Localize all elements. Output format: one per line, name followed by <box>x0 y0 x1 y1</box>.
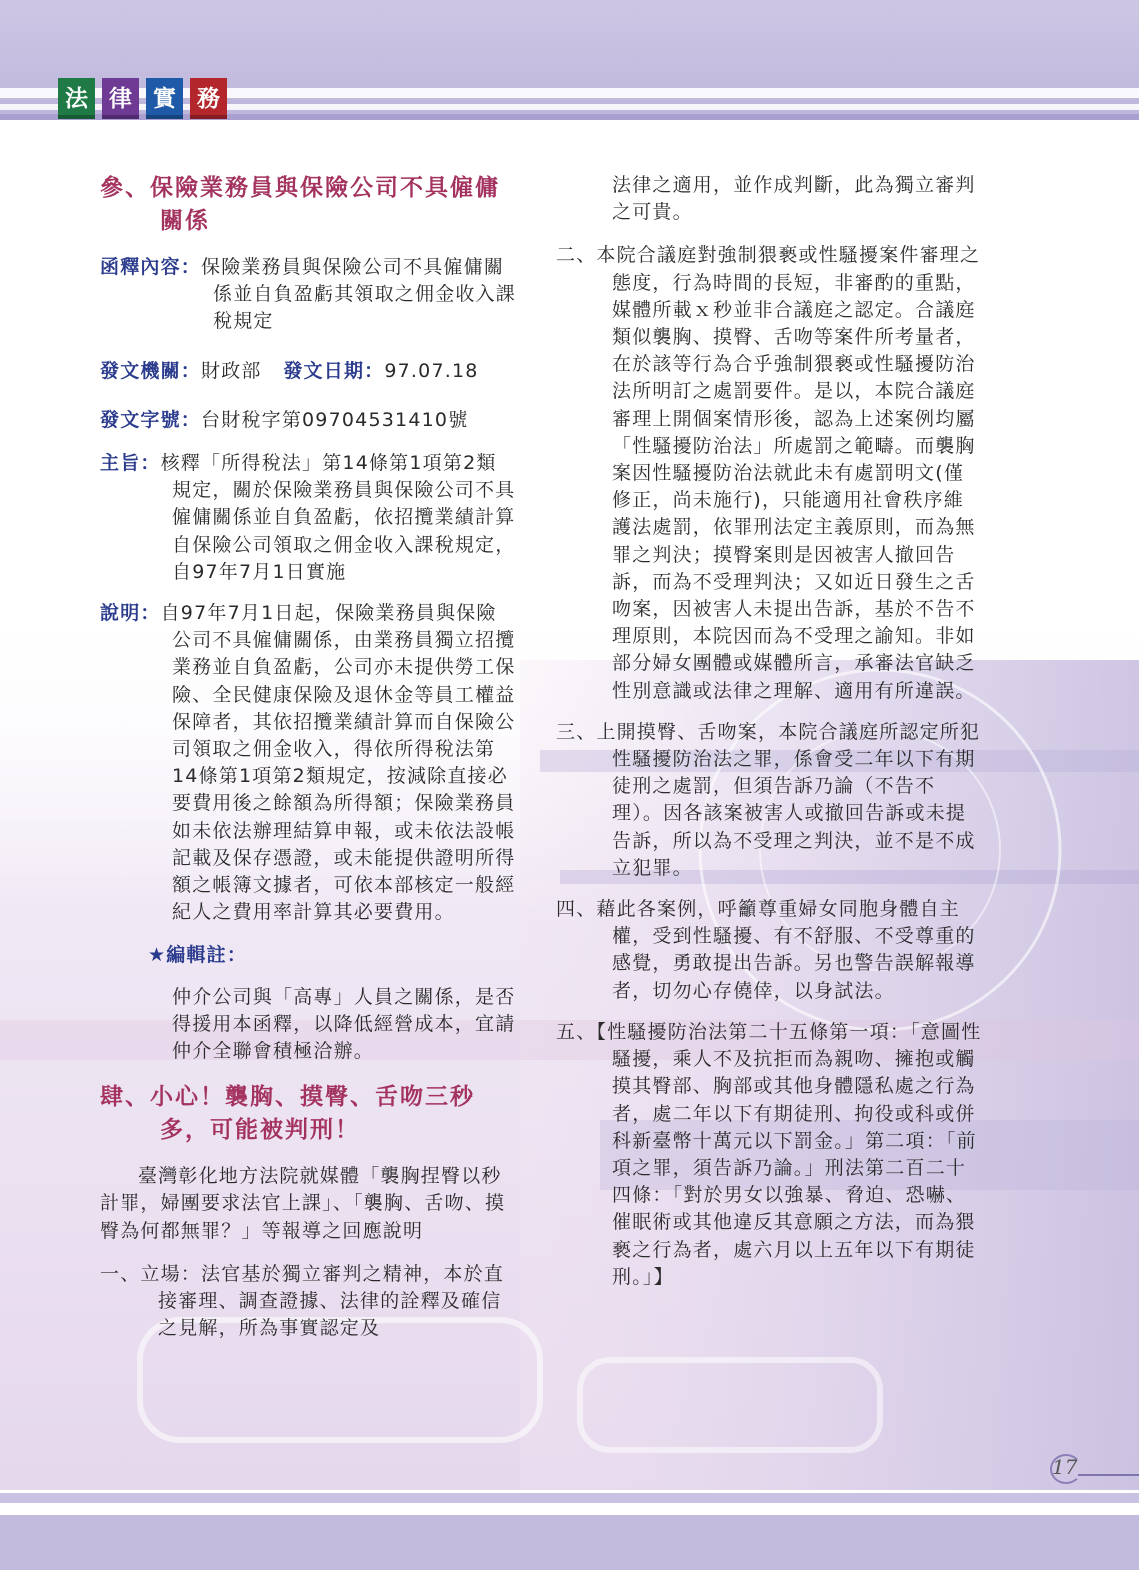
issuing-info <box>100 358 516 385</box>
ruling-content <box>100 254 516 336</box>
item-1-text: 法官基於獨立審判之精神，本於直接審理、調查證據、法律的詮釋及確信之見解，所為事實認定及 <box>158 1262 505 1340</box>
title-chip: 律 <box>102 78 139 119</box>
docno-label: 發文字號： <box>100 408 202 431</box>
footer-stripe <box>0 1493 1139 1503</box>
subject-label: 主旨： <box>100 452 161 475</box>
explain-label: 說明： <box>100 602 161 625</box>
item-3: 三、上開摸臀、舌吻案，本院合議庭所認定所犯性騷擾防治法之罪，係會受二年以下有期徒刑之處罰，但須告訴乃論（不告不理）。因各該案被害人或撤回告訴或未提告訴，所以為不受理之判決，並不是不成立犯罪。 <box>556 720 981 879</box>
item-4: 四、藉此各案例，呼籲尊重婦女同胞身體自主權，受到性騷擾、有不舒服、不受尊重的感覺，勇敢提出告訴。另也警告誤解報導者，切勿心存僥倖，以身試法。 <box>556 898 976 1002</box>
left-column <box>100 172 516 1343</box>
section-4-intro: 臺灣彰化地方法院就媒體「襲胸捏臀以秒計罪，婦團要求法官上課」、「襲胸、舌吻、摸臀為何都無罪？」等報導之回應說明 <box>100 1165 506 1242</box>
title-chip: 實 <box>146 78 183 119</box>
date-value: 97.07.18 <box>384 359 479 382</box>
ruling-label: 函釋內容： <box>100 256 202 278</box>
explanation <box>100 600 516 926</box>
title-chip: 法 <box>58 78 95 119</box>
footer-band <box>0 1515 1139 1570</box>
docno-value: 台財稅字第09704531410號 <box>201 408 469 431</box>
document-number <box>100 407 516 434</box>
page-number: 17 <box>1052 1455 1078 1479</box>
subject <box>100 450 516 586</box>
agency-label: 發文機關： <box>100 359 202 382</box>
page-number-rule <box>1078 1474 1139 1476</box>
editor-note-label: ★編輯註： <box>148 944 248 967</box>
section-3-title: 參、保險業務員與保險公司不具僱傭關係 <box>100 175 500 234</box>
ruling-text: 保險業務員與保險公司不具僱傭關係並自負盈虧其領取之佣金收入課稅規定 <box>201 256 517 333</box>
agency-value: 財政部 <box>201 359 262 382</box>
right-column <box>556 172 984 1291</box>
section-4-title: 肆、小心！襲胸、摸臀、舌吻三秒多，可能被判刑！ <box>100 1084 475 1144</box>
title-chip: 務 <box>190 78 227 119</box>
editor-note-text: 仲介公司與「高專」人員之關係，是否得援用本函釋，以降低經營成本，宜請仲介全聯會積極洽辦。 <box>172 985 516 1063</box>
item-1 <box>100 1261 516 1343</box>
item-1-head: 一、立場： <box>100 1262 202 1285</box>
item-2: 二、本院合議庭對強制猥褻或性騷擾案件審理之態度，行為時間的長短，非審酌的重點，媒體所載ｘ秒並非合議庭之認定。合議庭類似襲胸、摸臀、舌吻等案件所考量者，在於該等行為合乎強制猥褻或性騷擾防治法所明訂之處罰要件。是以，本院合議庭審理上開個案情形後，認為上述案例均屬「性騷擾防治法」所處罰之範疇。而襲胸案因性騷擾防治法就此未有處罰明文(僅修正，尚未施行)，只能適用社會秩序維護法處罰，依罪刑法定主義原則，而為無罪之判決；摸臀案則是因被害人撤回告訴，而為不受理判決；又如近日發生之舌吻案，因被害人未提出告訴，基於不告不理原則，本院因而為不受理之諭知。非如部分婦女團體或媒體所言，承審法官缺乏性別意識或法律之理解、適用有所違誤。 <box>556 244 981 702</box>
item-1-continued: 法律之適用，並作成判斷，此為獨立審判之可貴。 <box>612 174 976 224</box>
date-label: 發文日期： <box>283 359 385 382</box>
subject-text: 核釋「所得稅法」第14條第1項第2類規定，關於保險業務員與保險公司不具僱傭關係並自負盈虧，依招攬業績計算自保險公司領取之佣金收入課稅規定，自97年7月1日實施 <box>160 452 516 583</box>
explain-text: 自97年7月1日起，保險業務員與保險公司不具僱傭關係，由業務員獨立招攬業務並自負盈虧，公司亦未提供勞工保險、全民健康保險及退休金等員工權益保障者，其依招攬業績計算而自保險公司領取之佣金收入，得依所得稅法第14條第1項第2類規定，按減除直接必要費用後之餘額為所得額；保險業務員如未依法辦理結算申報，或未依法設帳記載及保存憑證，或未能提供證明所得額之帳簿文據者，可依本部核定一般經紀人之費用率計算其必要費用。 <box>160 602 516 924</box>
item-5: 五、【性騷擾防治法第二十五條第一項：「意圖性騷擾，乘人不及抗拒而為親吻、擁抱或觸摸其臀部、胸部或其他身體隱私處之行為者，處二年以下有期徒刑、拘役或科或併科新臺幣十萬元以下罰金。」第二項：「前項之罪，須告訴乃論。」刑法第二百二十四條：「對於男女以強暴、脅迫、恐嚇、催眠術或其他違反其意願之方法，而為猥褻之行為者，處六月以上五年以下有期徒刑。」】 <box>556 1020 982 1288</box>
section-title-chips <box>58 78 227 119</box>
